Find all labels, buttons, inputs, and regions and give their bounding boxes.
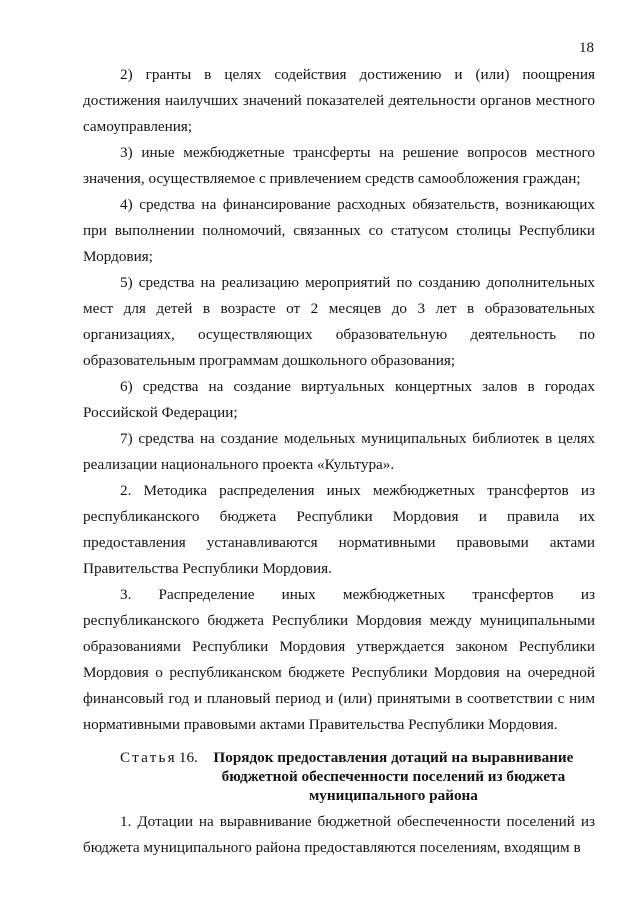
page-number: 18	[579, 40, 594, 56]
paragraph: 3) иные межбюджетные трансферты на решение вопросов местного значения, осуществляемое с привлечением средств самообложения граждан;	[83, 144, 595, 187]
article-label-text: Статья	[120, 749, 177, 766]
article-heading	[83, 748, 595, 805]
paragraph: 5) средства на реализацию мероприятий по созданию дополнительных мест для детей в возрасте от 2 месяцев до 3 лет в образовательных организациях, осуществляющих образовательную деятельность по образовательным программам дошкольного образования;	[83, 274, 595, 369]
article-title: Порядок предоставления дотаций на выравнивание бюджетной обеспеченности поселений из бюджета муниципального района	[213, 749, 574, 804]
paragraph: 3. Распределение иных межбюджетных трансфертов из республиканского бюджета Республики Мордовия между муниципальными образованиями Республики Мордовия утверждается законом Республики Мордовия о республиканском бюджете Республики Мордовия на очередной финансовый год и плановый период и (или) принятыми в соответствии с ним нормативными правовыми актами Правительства Республики Мордовия.	[83, 586, 595, 733]
paragraph: 7) средства на создание модельных муниципальных библиотек в целях реализации национального проекта «Культура».	[83, 430, 595, 473]
paragraph: 4) средства на финансирование расходных обязательств, возникающих при выполнении полномочий, связанных со статусом столицы Республики Мордовия;	[83, 196, 595, 265]
paragraph: 6) средства на создание виртуальных концертных залов в городах Российской Федерации;	[83, 378, 595, 421]
article-number: 16.	[178, 749, 198, 766]
article-label	[83, 748, 202, 805]
paragraph: 1. Дотации на выравнивание бюджетной обеспеченности поселений из бюджета муниципального района предоставляются поселениям, входящим в	[83, 813, 595, 856]
paragraph: 2) гранты в целях содействия достижению и (или) поощрения достижения наилучших значений показателей деятельности органов местного самоуправления;	[83, 66, 595, 135]
document-body	[83, 62, 595, 861]
paragraph: 2. Методика распределения иных межбюджетных трансфертов из республиканского бюджета Республики Мордовия и правила их предоставления устанавливаются нормативными правовыми актами Правительства Республики Мордовия.	[83, 482, 595, 577]
